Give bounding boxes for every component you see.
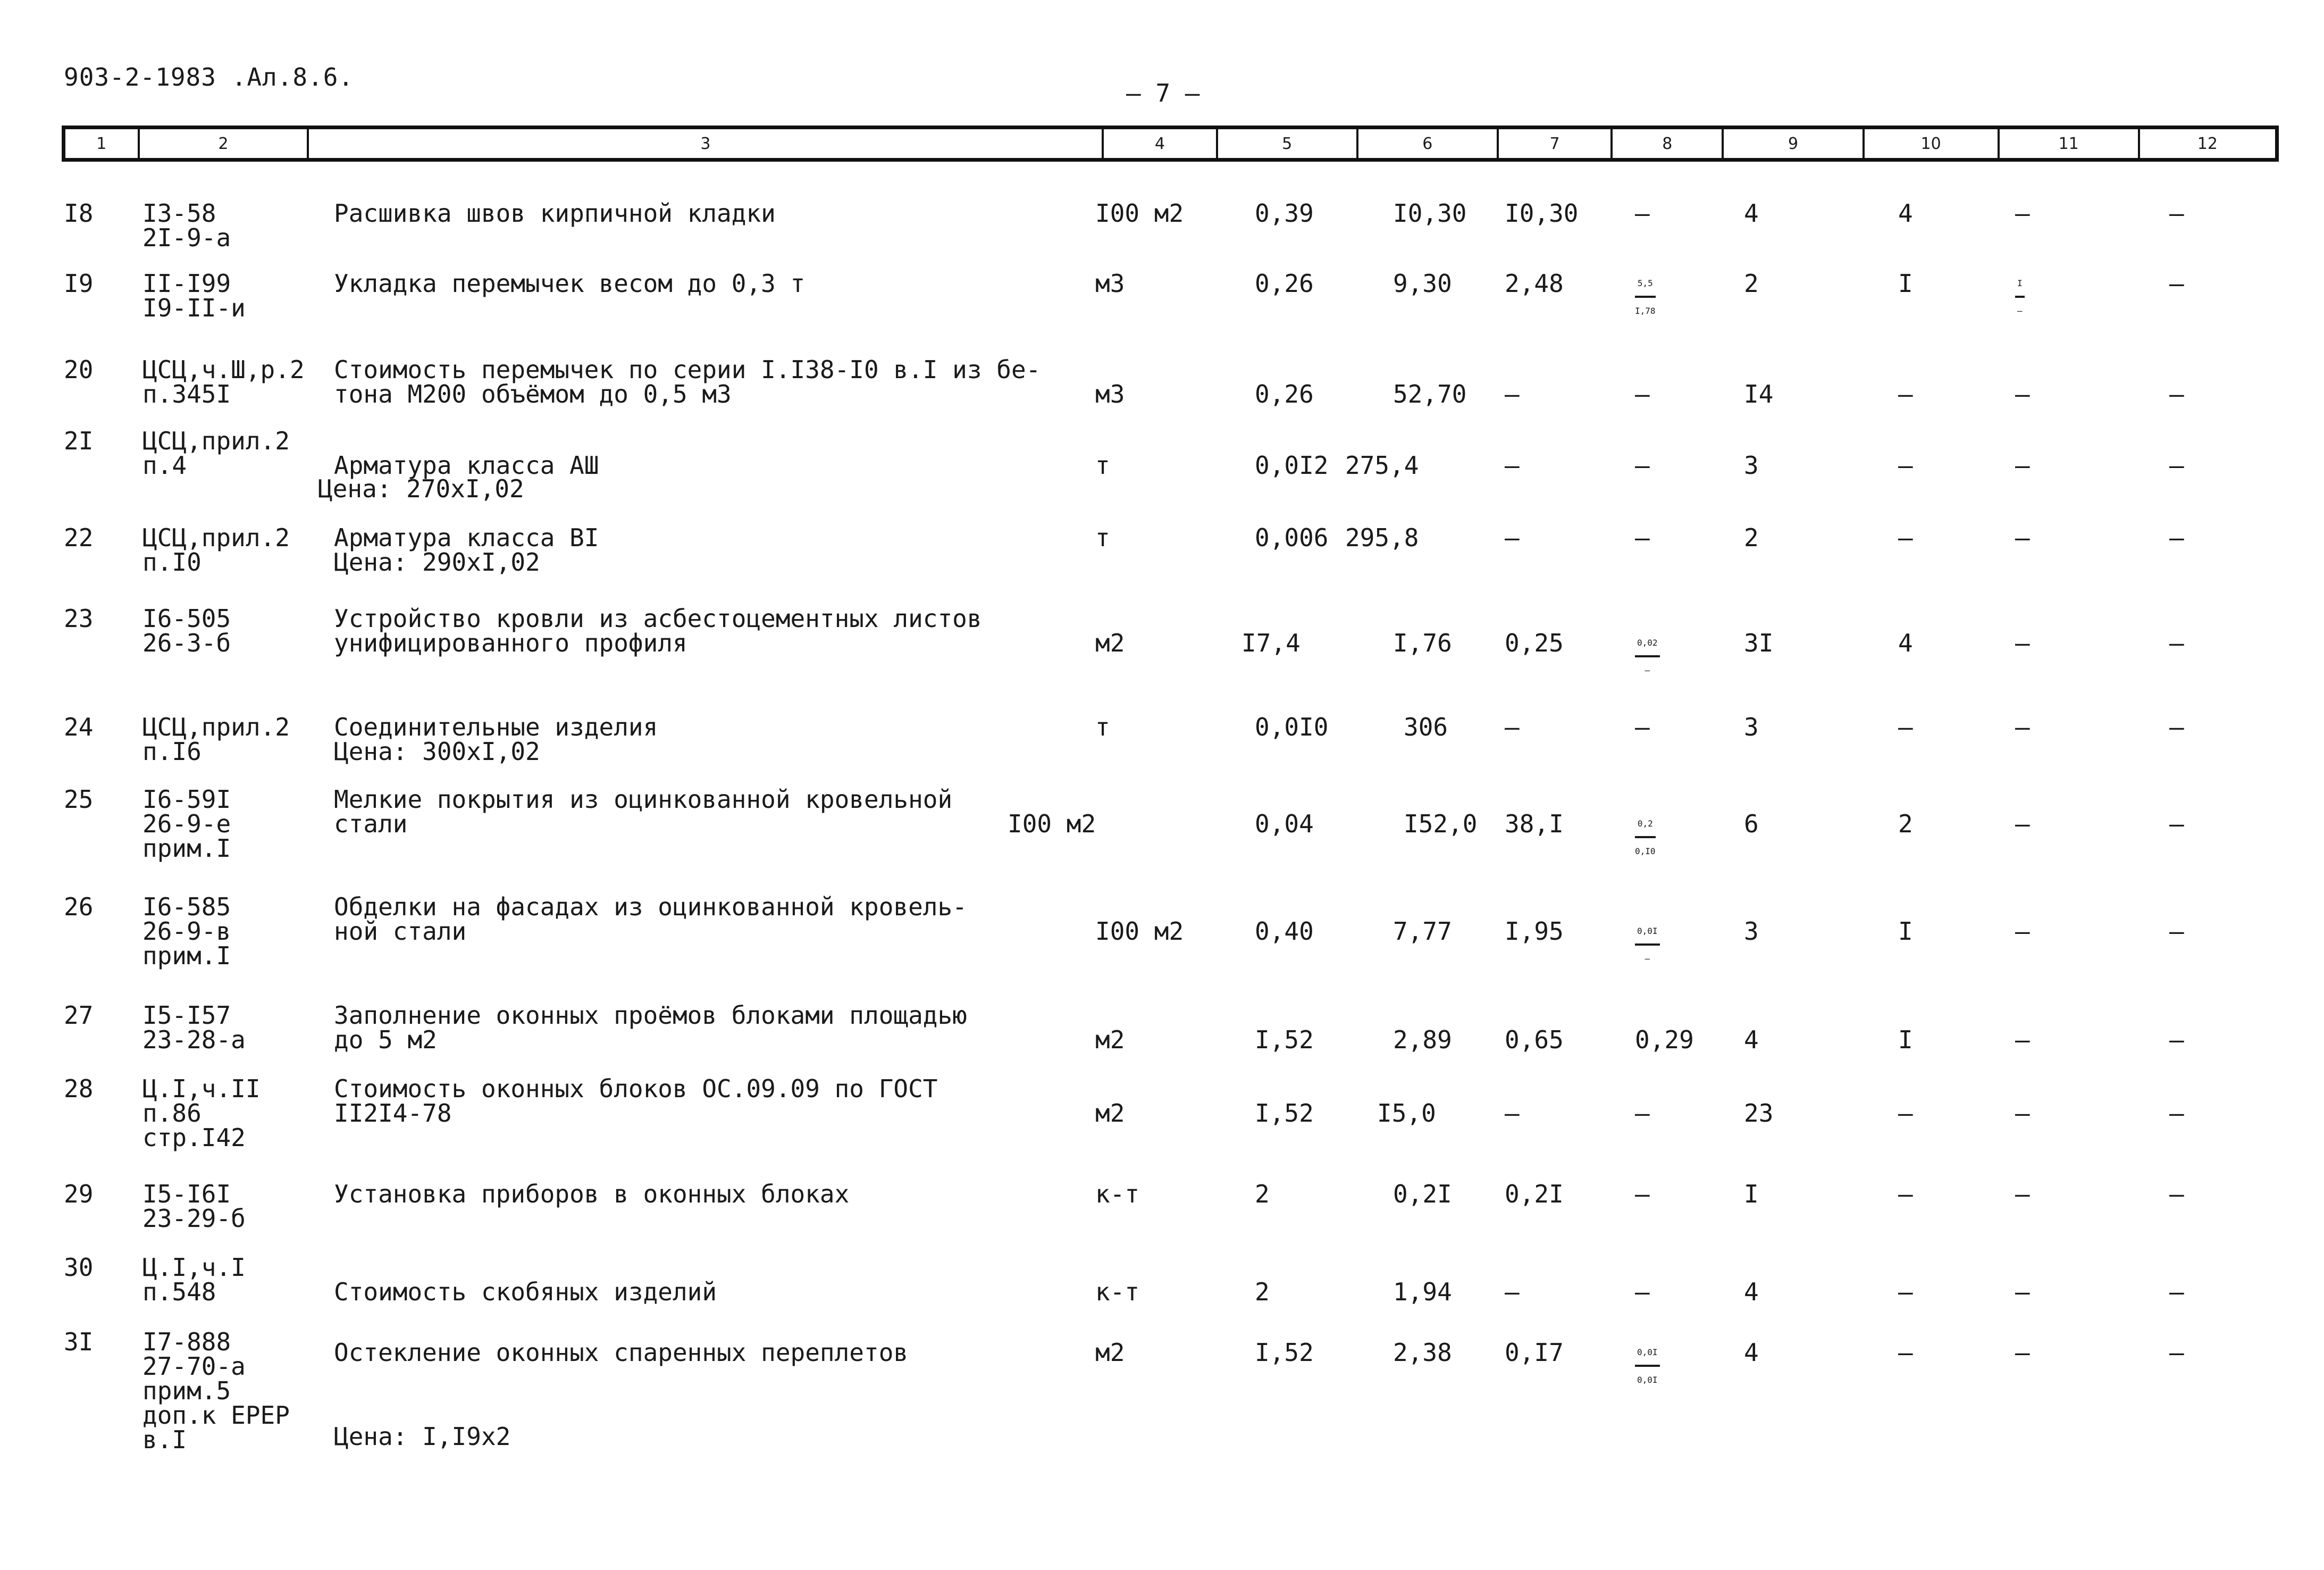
cell-col-10: 2	[1898, 809, 1913, 838]
cell-col-11: –	[2015, 199, 2030, 228]
cell-col-12: –	[2169, 917, 2184, 946]
cell-col-12: –	[2169, 523, 2184, 552]
cell-col-7: 0,65	[1505, 1025, 1564, 1054]
cell-col-5: I,52	[1255, 1025, 1314, 1054]
cell-col-11: –	[2015, 809, 2030, 838]
cell-col-5: 0,39	[1255, 199, 1314, 228]
norm-code: I3-58 2I-9-а	[142, 199, 231, 252]
cell-col-6: 2,89	[1393, 1025, 1452, 1054]
fraction-numerator: 5,5	[1635, 271, 1656, 298]
cell-col-6: I,76	[1393, 629, 1452, 657]
cell-col-6: 295,8	[1345, 523, 1419, 552]
cell-col-10: I	[1898, 917, 1913, 946]
col-header-11: 11	[2000, 129, 2140, 158]
cell-col-11: –	[2015, 713, 2030, 741]
norm-code: Ц.I,ч.I п.548	[142, 1253, 246, 1306]
cell-col-12: –	[2169, 713, 2184, 741]
cell-col-5: I,52	[1255, 1338, 1314, 1367]
cell-col-10: –	[1898, 1180, 1913, 1208]
col-header-8: 8	[1613, 129, 1724, 158]
cell-col-10: I	[1898, 269, 1913, 298]
cell-col-9: 3I	[1744, 629, 1774, 657]
work-description: Установка приборов в оконных блоках	[334, 1180, 850, 1208]
cell-col-5: 2	[1255, 1277, 1270, 1306]
fraction-numerator: 0,2	[1635, 812, 1656, 838]
fraction-numerator: 0,0I	[1635, 919, 1660, 946]
cell-col-10: I	[1898, 1025, 1913, 1054]
cell-col-8: –	[1635, 713, 1650, 741]
col-header-9: 9	[1724, 129, 1864, 158]
row-number: 23	[64, 604, 94, 633]
row-number: 28	[64, 1074, 94, 1103]
work-description: Стоимость перемычек по серии I.I38-I0 в.I из бе- тона М200 объёмом до 0,5 м3	[334, 355, 1041, 408]
col-header-5: 5	[1218, 129, 1358, 158]
unit: м2	[1095, 1338, 1125, 1367]
cell-col-5: 0,04	[1255, 809, 1314, 838]
cell-col-9: 6	[1744, 809, 1759, 838]
norm-code: I5-I57 23-28-а	[142, 1001, 246, 1054]
norm-code: I6-505 26-3-б	[142, 604, 231, 657]
cell-col-10: –	[1898, 523, 1913, 552]
price-note: Цена: 270хI,02	[318, 474, 524, 503]
work-description: Стоимость скобяных изделий	[334, 1277, 717, 1306]
cell-col-9: I4	[1744, 380, 1774, 408]
unit: м3	[1095, 269, 1125, 298]
cell-col-7: I,95	[1505, 917, 1564, 946]
cell-col-12: –	[2169, 380, 2184, 408]
unit: т	[1095, 451, 1110, 480]
norm-code: II-I99 I9-II-и	[142, 269, 246, 322]
cell-col-11: –	[2015, 629, 2030, 657]
fraction-denominator: 0,0I	[1637, 1375, 1658, 1385]
price-note: Цена: I,I9х2	[334, 1422, 511, 1451]
cell-col-5: 0,0I2	[1255, 451, 1329, 480]
norm-code: ЦСЦ,прил.2 п.I6	[142, 713, 290, 766]
cell-col-10: 4	[1898, 199, 1913, 228]
cell-col-6: 2,38	[1393, 1338, 1452, 1367]
unit: м2	[1095, 1099, 1125, 1128]
fraction-numerator: I	[2015, 271, 2025, 298]
cell-col-5: 0,40	[1255, 917, 1314, 946]
cell-col-7: I0,30	[1505, 199, 1579, 228]
cell-col-7: –	[1505, 451, 1520, 480]
fraction-numerator: 0,02	[1635, 631, 1660, 657]
col-header-1: 1	[65, 129, 140, 158]
price-note: Цена: 290хI,02	[334, 548, 540, 577]
work-description: Укладка перемычек весом до 0,3 т	[334, 269, 806, 298]
row-number: 20	[64, 355, 94, 384]
document-code: 903-2-1983 .Ал.8.6.	[64, 63, 354, 91]
cell-col-5: 0,26	[1255, 380, 1314, 408]
cell-col-11: –	[2015, 917, 2030, 946]
cell-col-9: 4	[1744, 1277, 1759, 1306]
work-description: Стоимость оконных блоков ОС.09.09 по ГОСТ II2I4-78	[334, 1074, 938, 1128]
cell-col-11-fraction	[2015, 271, 2025, 324]
cell-col-6: 7,77	[1393, 917, 1452, 946]
cell-col-9: 3	[1744, 451, 1759, 480]
cell-col-5: 2	[1255, 1180, 1270, 1208]
work-description: Арматура класса АШ	[334, 451, 599, 480]
cell-col-9: 3	[1744, 917, 1759, 946]
norm-code: I6-59I 26-9-е прим.I	[142, 785, 231, 863]
work-description: Расшивка швов кирпичной кладки	[334, 199, 776, 228]
norm-code: I5-I6I 23-29-б	[142, 1180, 246, 1233]
cell-col-6: 52,70	[1393, 380, 1467, 408]
cell-col-9: 4	[1744, 199, 1759, 228]
row-number: 26	[64, 892, 94, 921]
cell-col-5: 0,006	[1255, 523, 1329, 552]
cell-col-6: 275,4	[1345, 451, 1419, 480]
col-header-6: 6	[1358, 129, 1499, 158]
cell-col-12: –	[2169, 1180, 2184, 1208]
row-number: 29	[64, 1180, 94, 1208]
cell-col-12: –	[2169, 451, 2184, 480]
cell-col-11: –	[2015, 380, 2030, 408]
cell-col-12: –	[2169, 629, 2184, 657]
fraction-denominator: 0,I0	[1635, 846, 1656, 856]
work-description: Заполнение оконных проёмов блоками площадью до 5 м2	[334, 1001, 967, 1054]
cell-col-12: –	[2169, 199, 2184, 228]
col-header-2: 2	[140, 129, 309, 158]
cell-col-7: –	[1505, 1099, 1520, 1128]
cell-col-7: 0,I7	[1505, 1338, 1564, 1367]
cell-col-9: 2	[1744, 269, 1759, 298]
page-number: — 7 —	[1126, 79, 1200, 107]
unit: к-т	[1095, 1277, 1140, 1306]
norm-code: I7-888 27-70-а прим.5 доп.к ЕРЕР в.I	[142, 1327, 290, 1454]
cell-col-8-fraction	[1635, 1340, 1660, 1393]
cell-col-10: –	[1898, 451, 1913, 480]
row-number: 22	[64, 523, 94, 552]
unit: т	[1095, 523, 1110, 552]
cell-col-5: 0,0I0	[1255, 713, 1329, 741]
cell-col-6: I52,0	[1404, 809, 1478, 838]
col-header-4: 4	[1104, 129, 1218, 158]
cell-col-9: 23	[1744, 1099, 1774, 1128]
fraction-numerator: 0,0I	[1635, 1340, 1660, 1367]
unit: I00 м2	[1008, 809, 1096, 838]
cell-col-11: –	[2015, 1277, 2030, 1306]
cell-col-7: –	[1505, 1277, 1520, 1306]
cell-col-9: 2	[1744, 523, 1759, 552]
fraction-denominator: –	[2017, 306, 2023, 316]
work-description: Устройство кровли из асбестоцементных листов унифицированного профиля	[334, 604, 982, 657]
cell-col-7: 0,2I	[1505, 1180, 1564, 1208]
cell-col-11: –	[2015, 1099, 2030, 1128]
cell-col-11: –	[2015, 1180, 2030, 1208]
cell-col-9: 4	[1744, 1338, 1759, 1367]
cell-col-8: –	[1635, 1099, 1650, 1128]
unit: м2	[1095, 629, 1125, 657]
cell-col-11: –	[2015, 1338, 2030, 1367]
row-number: I8	[64, 199, 94, 228]
work-description: Арматура класса ВI	[334, 523, 599, 552]
fraction-denominator: I,78	[1635, 306, 1656, 316]
work-description: Мелкие покрытия из оцинкованной кровельной стали	[334, 785, 953, 838]
cell-col-8: 0,29	[1635, 1025, 1694, 1054]
cell-col-8: –	[1635, 1277, 1650, 1306]
cell-col-10: –	[1898, 1277, 1913, 1306]
cell-col-8-fraction	[1635, 271, 1656, 324]
cell-col-5: I7,4	[1241, 629, 1301, 657]
unit: I00 м2	[1095, 199, 1184, 228]
cell-col-12: –	[2169, 269, 2184, 298]
cell-col-7: 38,I	[1505, 809, 1564, 838]
cell-col-12: –	[2169, 1025, 2184, 1054]
row-number: 30	[64, 1253, 94, 1282]
norm-code: Ц.I,ч.II п.86 стр.I42	[142, 1074, 261, 1152]
cell-col-6: I0,30	[1393, 199, 1467, 228]
cell-col-11: –	[2015, 523, 2030, 552]
norm-code: I6-585 26-9-в прим.I	[142, 892, 231, 970]
cell-col-8-fraction	[1635, 919, 1660, 972]
row-number: 2I	[64, 427, 94, 455]
col-header-10: 10	[1865, 129, 2000, 158]
row-number: 24	[64, 713, 94, 741]
cell-col-10: –	[1898, 713, 1913, 741]
row-number: I9	[64, 269, 94, 298]
cell-col-8-fraction	[1635, 812, 1656, 865]
cell-col-11: –	[2015, 1025, 2030, 1054]
work-description: Обделки на фасадах из оцинкованной кровель- ной стали	[334, 892, 967, 946]
row-number: 25	[64, 785, 94, 814]
cell-col-9: 3	[1744, 713, 1759, 741]
cell-col-9: 4	[1744, 1025, 1759, 1054]
cell-col-6: 1,94	[1393, 1277, 1452, 1306]
cell-col-12: –	[2169, 1277, 2184, 1306]
unit: т	[1095, 713, 1110, 741]
cell-col-7: 2,48	[1505, 269, 1564, 298]
cell-col-8: –	[1635, 380, 1650, 408]
cell-col-8: –	[1635, 199, 1650, 228]
norm-code: ЦСЦ,ч.Ш,р.2 п.345I	[142, 355, 305, 408]
col-header-12: 12	[2197, 134, 2218, 153]
cell-col-7: –	[1505, 523, 1520, 552]
col-header-3: 3	[309, 129, 1104, 158]
norm-code: ЦСЦ,прил.2 п.4	[142, 427, 290, 480]
cell-col-6: I5,0	[1377, 1099, 1436, 1128]
unit: к-т	[1095, 1180, 1140, 1208]
cell-col-10: –	[1898, 1099, 1913, 1128]
cell-col-7: 0,25	[1505, 629, 1564, 657]
cell-col-8-fraction	[1635, 631, 1660, 684]
cell-col-10: –	[1898, 1338, 1913, 1367]
cell-col-11: –	[2015, 451, 2030, 480]
cell-col-12: –	[2169, 1099, 2184, 1128]
cell-col-12: –	[2169, 809, 2184, 838]
norm-code: ЦСЦ,прил.2 п.I0	[142, 523, 290, 577]
col-header-7: 7	[1499, 129, 1613, 158]
cell-col-7: –	[1505, 380, 1520, 408]
cell-col-5: I,52	[1255, 1099, 1314, 1128]
work-description: Остекление оконных спаренных переплетов	[334, 1338, 909, 1367]
fraction-denominator: –	[1645, 954, 1650, 964]
cell-col-10: –	[1898, 380, 1913, 408]
cell-col-6: 306	[1404, 713, 1448, 741]
cell-col-10: 4	[1898, 629, 1913, 657]
cell-col-12: –	[2169, 1338, 2184, 1367]
cell-col-8: –	[1635, 451, 1650, 480]
unit: м2	[1095, 1025, 1125, 1054]
cell-col-8: –	[1635, 523, 1650, 552]
fraction-denominator: –	[1645, 665, 1650, 675]
cell-col-6: 9,30	[1393, 269, 1452, 298]
cell-col-8: –	[1635, 1180, 1650, 1208]
cell-col-6: 0,2I	[1393, 1180, 1452, 1208]
cell-col-7: –	[1505, 713, 1520, 741]
row-number: 3I	[64, 1327, 94, 1356]
unit: м3	[1095, 380, 1125, 408]
unit: I00 м2	[1095, 917, 1184, 946]
work-description: Соединительные изделия	[334, 713, 658, 741]
price-note: Цена: 300хI,02	[334, 737, 540, 766]
cell-col-5: 0,26	[1255, 269, 1314, 298]
row-number: 27	[64, 1001, 94, 1030]
cell-col-9: I	[1744, 1180, 1759, 1208]
